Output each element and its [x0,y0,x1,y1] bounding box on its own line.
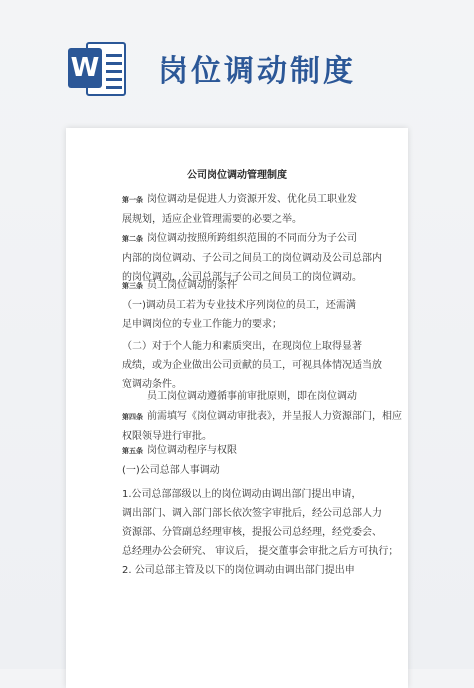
article-5-sub-1: (一)公司总部人事调动 [122,465,220,476]
article-4-line-3: 权限领导进行审批。 [122,431,212,442]
document-title: 公司岗位调动管理制度 [187,170,287,181]
article-2-line-1: 第二条 岗位调动按照所跨组织范围的不同而分为子公司 [122,233,357,244]
article-3-item-2-line-2: 成绩，或为企业做出公司贡献的员工，可视具体情况适当放 [122,360,382,371]
word-logo-letter: W [68,48,102,88]
article-4-line-1: 员工岗位调动遵循事前审批原则，即在岗位调动 [147,391,357,402]
article-5-item-1-line-2: 调出部门、调入部门部长依次签字审批后，经公司总部人力 [122,508,382,519]
article-3-item-1-line-2: 足申调岗位的专业工作能力的要求； [122,319,282,330]
article-5-item-2-line-1: 2. 公司总部主管及以下的岗位调动由调出部门提出申 [122,565,355,576]
document-page [66,128,408,688]
article-5-item-1-line-4: 总经理办公会研究、 审议后， 提交董事会审批之后方可执行； [122,546,399,557]
article-1-line-2: 展规划，适应企业管理需要的必要之举。 [122,214,302,225]
article-1 [122,190,370,229]
banner [0,0,474,120]
article-2-line-2: 内部的岗位调动、子公司之间员工的岗位调动及公司总部内 [122,253,382,264]
article-4-label: 第四条 [122,413,143,421]
article-5-item-1-line-3: 资源部、分管副总经理审核，提报公司总经理，经党委会、 [122,527,382,538]
article-3-heading: 第三条 员工岗位调动的条件 [122,280,237,291]
article-3-label: 第三条 [122,282,143,290]
article-5-label: 第五条 [122,447,143,455]
article-3-item-2-line-1: （二）对于个人能力和素质突出，在现岗位上取得显著 [122,341,362,352]
article-2-line-3: 的岗位调动，公司总部与子公司之间员工的岗位调动。 [122,272,362,283]
article-5-item-1-line-1: 1.公司总部部级以上的岗位调动由调出部门提出申请， [122,489,362,500]
article-5-items [122,485,399,580]
article-3-items [122,296,382,394]
article-2-label: 第二条 [122,235,143,243]
article-3-item-2-line-3: 宽调动条件。 [122,379,182,390]
article-1-line-1: 第一条 岗位调动是促进人力资源开发、优化员工职业发 [122,194,357,205]
article-3 [122,276,370,296]
article-4 [122,387,402,446]
article-3-item-1-line-1: （一)调动员工若为专业技术序列岗位的员工，还需满 [122,300,356,311]
article-4-line-2: 第四条 前需填写《岗位调动审批表》，并呈报人力资源部门，相应 [122,411,402,422]
banner-title: 岗位调动制度 [158,54,356,89]
word-icon [66,38,130,100]
article-5-heading: 第五条 岗位调动程序与权限 [122,445,237,456]
article-1-label: 第一条 [122,196,143,204]
article-5 [122,441,370,480]
